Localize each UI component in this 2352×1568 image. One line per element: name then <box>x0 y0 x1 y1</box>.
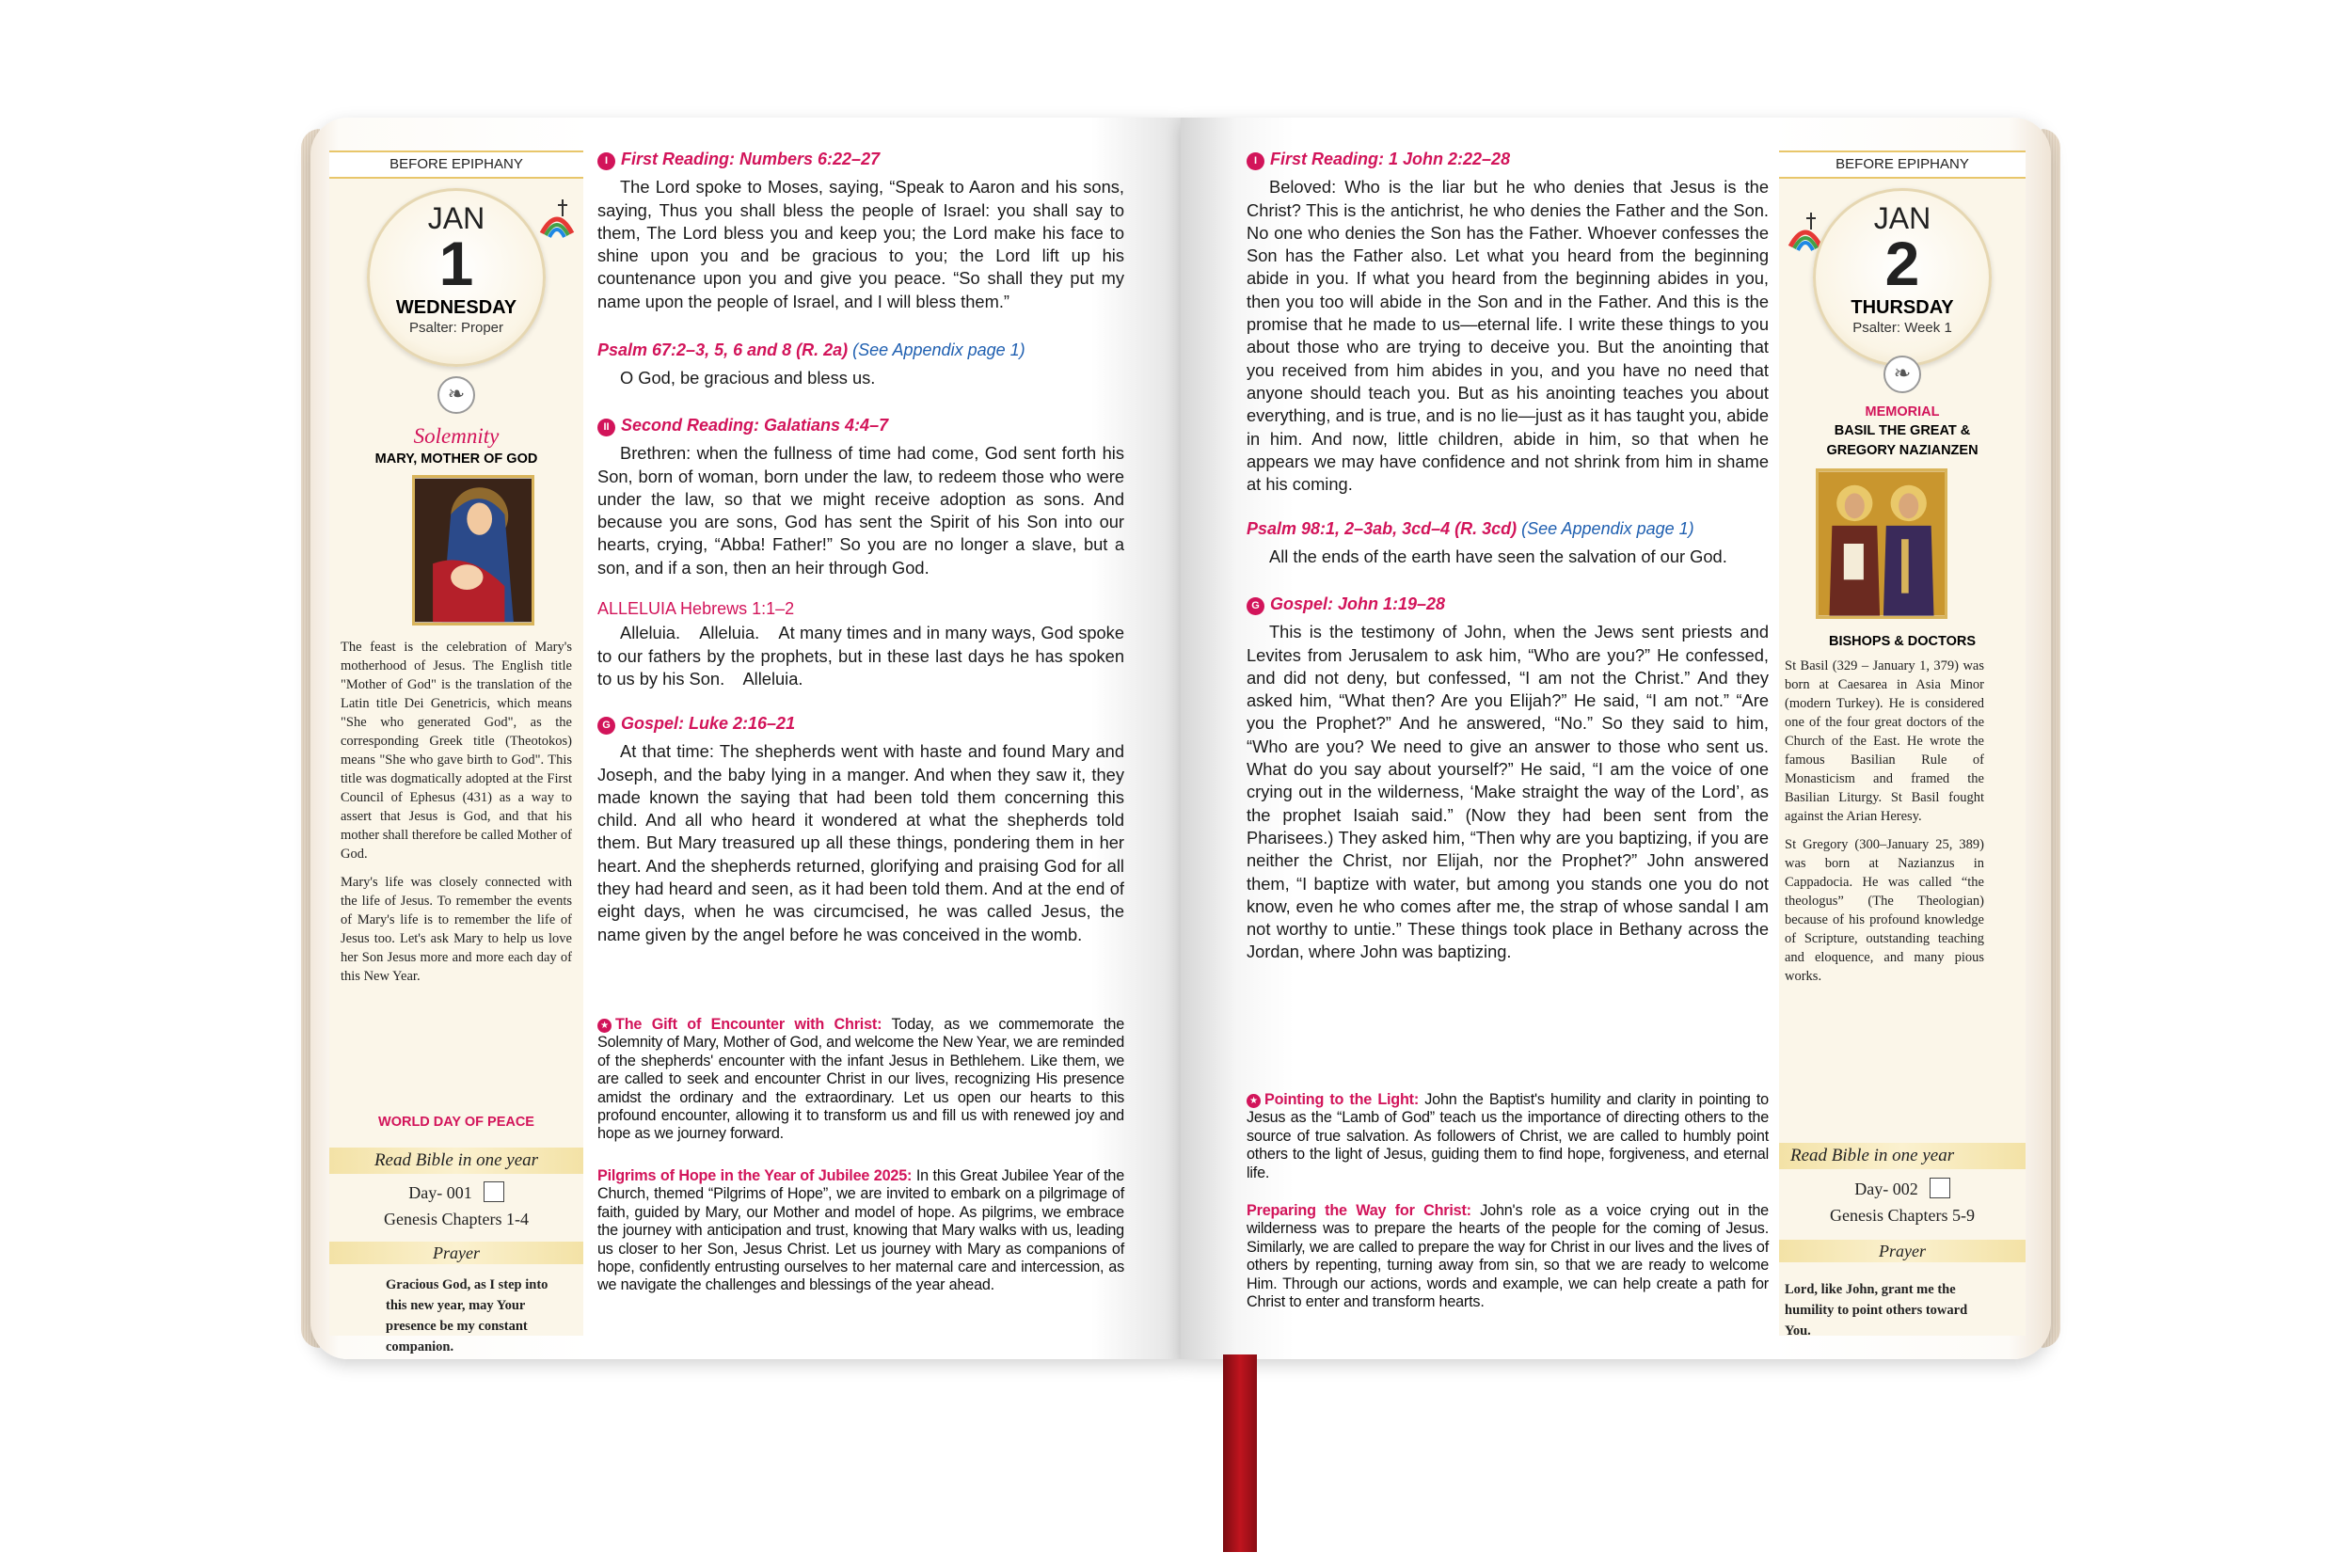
feast-description-p2: Mary's life was closely connected with the life of Jesus. To remember the events of Mary's life is to remember the life of Jesus too. Let's ask Mary to help us love her Son Jesus more and more each day of this New Year. <box>341 875 572 984</box>
appendix-link[interactable]: (See Appendix page 1) <box>852 341 1025 359</box>
feast-description-p1: The feast is the celebration of Mary's motherhood of Jesus. The English title "Mother of God" is the translation of the Latin title Dei Genetricis, which means "She who generated God", as the corresponding Greek title (Theotokos) means "She who gave birth to God". This title was dogmatically adopted at the First Council of Ephesus (431) as a way to assert that Jesus is God, and that his mother shall therefore be called Mother of God. <box>341 640 572 862</box>
reading-number-icon: I <box>1247 152 1264 170</box>
dove-icon: ❧ <box>437 376 475 414</box>
bible-day-row <box>1779 1178 2026 1200</box>
reading-number-icon: G <box>1247 597 1264 615</box>
bible-day-checkbox[interactable] <box>1930 1178 1950 1198</box>
right-sidebar <box>1779 150 2026 1336</box>
feast-name: BASIL THE GREAT & GREGORY NAZIANZEN <box>1826 423 1979 458</box>
right-gospel <box>1247 593 1769 964</box>
left-gospel <box>597 712 1124 946</box>
month: JAN <box>427 201 485 235</box>
left-second-reading <box>597 414 1124 579</box>
mary-portrait-image <box>412 475 534 626</box>
bookmark-ribbon[interactable] <box>1223 1354 1257 1552</box>
feast-rank: Solemnity <box>413 424 500 448</box>
psalm-response: All the ends of the earth have seen the salvation of our God. <box>1269 546 1727 567</box>
reflection-2-text: In this Great Jubilee Year of the Church, themed “Pilgrims of Hope”, we are invited to embark on a pilgrimage of faith, guided by Mary, our Mother and model of hope. As pilgrims, we embrace the journey with anticipation and trust, knowing that Mary walks with us, leading us closer to her Son, Jesus Christ. Let us journey with Mary as companions of hope, confidently entrusting ourselves to her maternal care and intercession, as we navigate the challenges and blessings of the year ahead. <box>597 1167 1125 1294</box>
first-reading-heading: I First Reading: Numbers 6:22–27 <box>597 148 1124 170</box>
reflection-1-label: Pointing to the Light: <box>1264 1091 1420 1108</box>
world-day-label: WORLD DAY OF PEACE <box>378 1115 534 1130</box>
bible-chapters: Genesis Chapters 1-4 <box>384 1210 529 1228</box>
psalter: Psalter: Week 1 <box>1852 320 1952 336</box>
left-reflection-2 <box>597 1167 1124 1295</box>
feast-rank: MEMORIAL <box>1865 404 1940 420</box>
psalm-response: O God, be gracious and bless us. <box>620 368 876 388</box>
reading-number-icon: I <box>597 152 615 170</box>
reading-number-icon: G <box>597 717 615 735</box>
weekday: THURSDAY <box>1851 297 1954 318</box>
left-reflection-1 <box>597 1016 1124 1144</box>
right-reflection-1 <box>1247 1091 1769 1182</box>
right-first-reading <box>1247 148 1769 496</box>
reflection-icon: ★ <box>597 1019 612 1033</box>
prayer-header: Prayer <box>1779 1240 2026 1262</box>
saints-description <box>1785 657 1984 995</box>
left-readings <box>597 148 1124 313</box>
read-bible-header: Read Bible in one year <box>329 1148 583 1174</box>
reading-number-icon: II <box>597 419 615 436</box>
second-reading-heading: II Second Reading: Galatians 4:4–7 <box>597 414 1124 436</box>
dove-icon: ❧ <box>1883 356 1921 393</box>
psalter: Psalter: Proper <box>408 320 504 336</box>
season-label: BEFORE EPIPHANY <box>1779 150 2026 179</box>
left-sidebar <box>329 150 583 1354</box>
alleluia-heading: ALLELUIA Hebrews 1:1–2 <box>597 599 795 618</box>
day-number: 1 <box>438 229 474 298</box>
reflection-2-label: Preparing the Way for Christ: <box>1247 1202 1471 1219</box>
alleluia-text: Alleluia. Alleluia. At many times and in many ways, God spoke to our fathers by the prophets, but in these last days he has spoken to us by his Son. Alleluia. <box>597 623 1130 689</box>
saints-icon-image <box>1816 468 1947 619</box>
saints-caption: BISHOPS & DOCTORS <box>1828 634 1977 649</box>
bible-day-row <box>329 1181 583 1204</box>
date-badge <box>367 188 546 367</box>
right-page <box>1181 118 2051 1359</box>
psalm-heading: Psalm 67:2–3, 5, 6 and 8 (R. 2a) (See Appendix page 1) <box>597 341 1025 359</box>
left-page <box>310 118 1181 1359</box>
open-diary <box>310 118 2051 1359</box>
left-alleluia <box>597 597 1130 690</box>
weekday: WEDNESDAY <box>395 297 517 318</box>
left-psalm <box>597 339 1124 390</box>
feast-name: MARY, MOTHER OF GOD <box>374 451 538 467</box>
first-reading-heading: I First Reading: 1 John 2:22–28 <box>1247 148 1769 170</box>
bible-day-checkbox[interactable] <box>484 1181 504 1202</box>
reflection-1-label: The Gift of Encounter with Christ: <box>615 1016 882 1033</box>
month: JAN <box>1873 201 1931 235</box>
right-reflection-2 <box>1247 1202 1769 1311</box>
gospel-heading: G Gospel: Luke 2:16–21 <box>597 712 1124 735</box>
psalm-heading: Psalm 98:1, 2–3ab, 3cd–4 (R. 3cd) (See Appendix page 1) <box>1247 519 1694 538</box>
reflection-2-text: John's role as a voice crying out in the wilderness was to prepare the hearts of the people for the coming of Jesus. Similarly, we are called to prepare the way for Christ in our lives and the lives of others by repenting, turning away from sin, so that we are ready to welcome Him. Through our actions, words and example, we can help create a path for Christ to enter and transform hearts. <box>1247 1202 1769 1311</box>
gospel-text: This is the testimony of John, when the Jews sent priests and Levites from Jerusalem to ask him, “Who are you?” He confessed, and did not deny, but confessed, “I am not the Christ.” And they asked him, “What then? Are you Elijah?” He said, “I am not.” “Are you the Prophet?” And he answered, “No.” So they said to him, “Who are you? We need to give an answer to those who sent us. What do you say about yourself?” He said, “I am the voice of one crying out in the wilderness, ‘Make straight the way of the Lord’, as the prophet Isaiah said.” (Now they had been sent from the Pharisees.) They asked him, “Then why are you baptizing, if you are neither the Christ, nor Elijah, nor the Prophet?” John answered them, “I baptize with water, but among you stands one you do not know, even he who comes after me, the strap of whose sandal I am not worthy to untie.” These things took place in Bethany across the Jordan, where John was baptizing. <box>1247 622 1769 962</box>
prayer-header: Prayer <box>329 1242 583 1264</box>
prayer-text: Lord, like John, grant me the humility to point others toward You. <box>1785 1282 1968 1338</box>
first-reading-text: Beloved: Who is the liar but he who denies that Jesus is the Christ? This is the antichrist, he who denies the Father and the Son. No one who denies the Son has the Father. Whoever confesses the Son has the Father also. Let what you heard from the beginning abide in you. If what you heard from the beginning abides in you, then you too will abide in the Son and in the Father. And this is the promise that he made to us—eternal life. I write these things to you about those who are trying to deceive you. But the anointing that you received from him abides in you, and you have no need that anyone should teach you. But as his anointing teaches you about everything, and is true, and is no lie—just as it has taught you, abide in him. And now, little children, abide in him, so that when he appears we may have confidence and not shrink from him in shame at his coming. <box>1247 177 1769 495</box>
season-label: BEFORE EPIPHANY <box>329 150 583 179</box>
saints-description-p1: St Basil (329 – January 1, 379) was born at Caesarea in Asia Minor (modern Turkey). He is considered one of the four great doctors of the Church of the East. He wrote the famous Basilian Rule of Monasticism and framed the Basilian Liturgy. St Basil fought against the Arian Heresy. <box>1785 658 1984 824</box>
reflection-2-label: Pilgrims of Hope in the Year of Jubilee 2025: <box>597 1167 913 1184</box>
bible-day: Day- 002 <box>1854 1180 1918 1198</box>
date-badge <box>1813 188 1992 367</box>
saints-description-p2: St Gregory (300–January 25, 389) was born at Nazianzus in Cappadocia. He was called “the theologus” (The Theologian) because of his profound knowledge of Scripture, outstanding teaching and eloquence, and many pious works. <box>1785 837 1984 984</box>
first-reading-text: The Lord spoke to Moses, saying, “Speak to Aaron and his sons, saying, Thus you shall bless the people of Israel: you shall say to them, The Lord bless you and keep you; the Lord make his face to shine upon you and be gracious to you; the Lord lift up his countenance upon you and give you peace. “So shall they put my name upon the people of Israel, and I will bless them.” <box>597 177 1124 311</box>
read-bible-header: Read Bible in one year <box>1779 1143 2026 1169</box>
right-psalm <box>1247 517 1769 569</box>
second-reading-text: Brethren: when the fullness of time had come, God sent forth his Son, born of woman, born under the law, to redeem those who were under the law, so that we might receive adoption as sons. And because you are sons, God has sent the Spirit of his Son into our hearts, crying, “Abba! Father!” So you are no longer a slave, but a son, and if a son, then an heir through God. <box>597 443 1124 578</box>
appendix-link[interactable]: (See Appendix page 1) <box>1521 519 1694 538</box>
gospel-text: At that time: The shepherds went with haste and found Mary and Joseph, and the baby lying in a manger. And when they saw it, they made known the saying that had been told them concerning this child. And all who heard it wondered at what the shepherds told them. But Mary treasured up all these things, pondering them in her heart. And the shepherds returned, glorifying and praising God for all they had heard and seen, as it had been told them. And at the end of eight days, when he was circumcised, he was called Jesus, the name given by the angel before he was conceived in the womb. <box>597 741 1124 944</box>
bible-chapters: Genesis Chapters 5-9 <box>1830 1206 1975 1225</box>
reflection-1-text: John the Baptist's humility and clarity in pointing to Jesus as the “Lamb of God” teach us the importance of directing others to the source of true salvation. As followers of Christ, we are called to humbly point others to the light of Jesus, guiding them to find hope, forgiveness, and eternal life. <box>1247 1091 1769 1181</box>
prayer-text: Gracious God, as I step into this new year, may Your presence be my constant companion. <box>386 1277 548 1354</box>
feast-description <box>341 638 572 995</box>
gospel-heading: G Gospel: John 1:19–28 <box>1247 593 1769 615</box>
bible-day: Day- 001 <box>408 1183 472 1202</box>
day-number: 2 <box>1884 229 1920 298</box>
reflection-1-text: Today, as we commemorate the Solemnity of Mary, Mother of God, and welcome the New Year, we are reminded of the shepherds' encounter with the infant Jesus in Bethlehem. Like them, we are called to seek and encounter Christ in our lives, recognizing His presence amidst the ordinary and the extraordinary. Let us open our hearts to this profound encounter, allowing it to transform us and fill us with renewed joy and hope as we journey forward. <box>597 1016 1124 1143</box>
reflection-icon: ★ <box>1247 1094 1261 1108</box>
